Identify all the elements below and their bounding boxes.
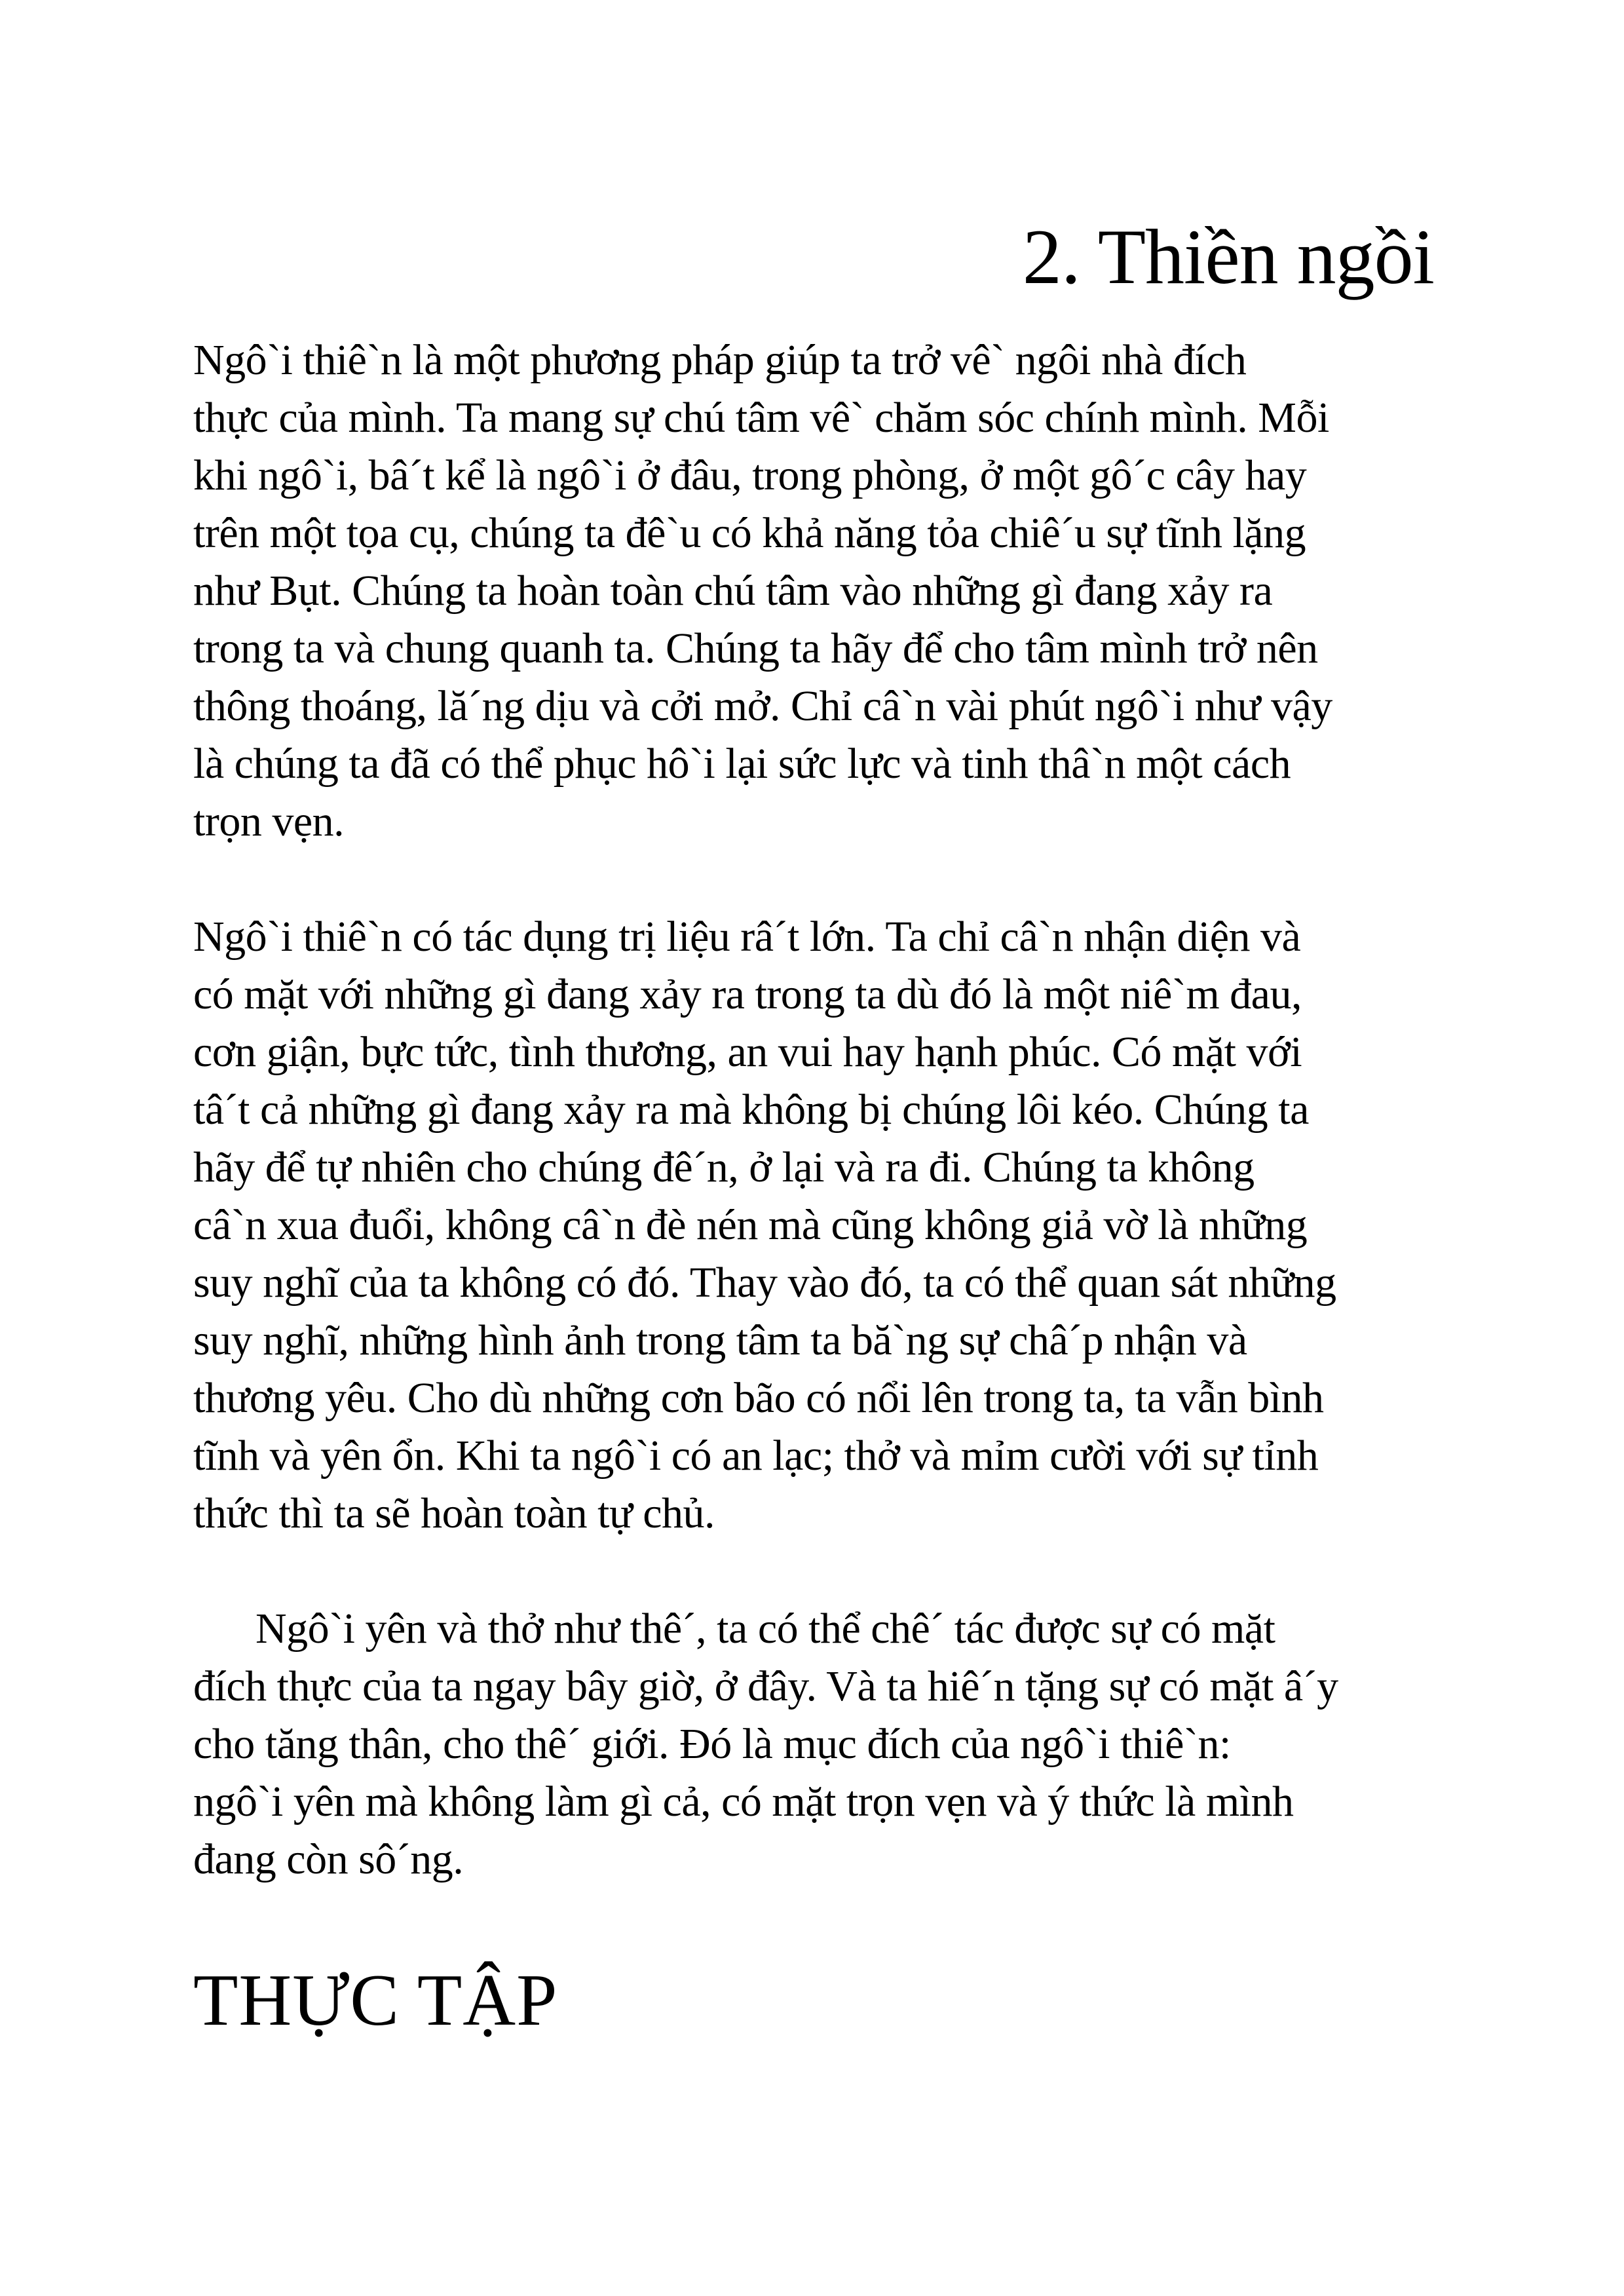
text-line: suy nghĩ của ta không có đó. Thay vào đó, ta có thể quan sát những <box>193 1259 1336 1307</box>
text-line: trọn vẹn. <box>193 797 345 845</box>
text-line: câ`n xua đuổi, không câ`n đè nén mà cũng không giả vờ là những <box>193 1201 1308 1249</box>
text-line: suy nghĩ, những hình ảnh trong tâm ta bă`ng sự châ´p nhận và <box>193 1316 1247 1364</box>
paragraph-1 <box>193 332 1434 851</box>
text-line: thực của mình. Ta mang sự chú tâm vê` chăm sóc chính mình. Mỗi <box>193 394 1329 442</box>
text-line: đang còn sô´ng. <box>193 1835 464 1883</box>
text-line: như Bụt. Chúng ta hoàn toàn chú tâm vào những gì đang xảy ra <box>193 567 1273 615</box>
text-line: khi ngô`i, bâ´t kể là ngô`i ở đâu, trong phòng, ở một gô´c cây hay <box>193 451 1307 499</box>
body-text <box>193 332 1434 1888</box>
text-line: trong ta và chung quanh ta. Chúng ta hãy để cho tâm mình trở nên <box>193 624 1318 672</box>
text-line: thông thoáng, lă´ng dịu và cởi mở. Chỉ câ`n vài phút ngô`i như vậy <box>193 682 1332 730</box>
paragraph-2 <box>193 908 1434 1542</box>
paragraph-3 <box>193 1600 1434 1888</box>
section-heading: THỰC TẬP <box>193 1960 558 2041</box>
text-line: hãy để tự nhiên cho chúng đê´n, ở lại và ra đi. Chúng ta không <box>193 1143 1255 1191</box>
text-line: cho tăng thân, cho thê´ giới. Đó là mục đích của ngô`i thiê`n: <box>193 1720 1231 1768</box>
text-line: tâ´t cả những gì đang xảy ra mà không bị chúng lôi kéo. Chúng ta <box>193 1086 1309 1134</box>
chapter-title: 2. Thiền ngồi <box>1022 213 1434 300</box>
text-line: Ngô`i yên và thở như thê´, ta có thể chê´ tác được sự có mặt <box>255 1605 1275 1653</box>
text-line: tĩnh và yên ổn. Khi ta ngô`i có an lạc; thở và mỉm cười với sự tỉnh <box>193 1432 1319 1480</box>
text-line: thức thì ta sẽ hoàn toàn tự chủ. <box>193 1489 715 1537</box>
text-line: đích thực của ta ngay bây giờ, ở đây. Và ta hiê´n tặng sự có mặt â´y <box>193 1662 1338 1710</box>
text-line: thương yêu. Cho dù những cơn bão có nổi lên trong ta, ta vẫn bình <box>193 1374 1324 1422</box>
text-line: Ngô`i thiê`n có tác dụng trị liệu râ´t lớn. Ta chỉ câ`n nhận diện và <box>193 913 1301 961</box>
text-line: ngô`i yên mà không làm gì cả, có mặt trọn vẹn và ý thức là mình <box>193 1778 1294 1826</box>
text-line: là chúng ta đã có thể phục hô`i lại sức lực và tinh thâ`n một cách <box>193 740 1291 788</box>
text-line: Ngô`i thiê`n là một phương pháp giúp ta trở vê` ngôi nhà đích <box>193 336 1247 384</box>
text-line: trên một tọa cụ, chúng ta đê`u có khả năng tỏa chiê´u sự tĩnh lặng <box>193 509 1306 557</box>
text-line: có mặt với những gì đang xảy ra trong ta dù đó là một niê`m đau, <box>193 970 1302 1018</box>
text-line: cơn giận, bực tức, tình thương, an vui hay hạnh phúc. Có mặt với <box>193 1028 1302 1076</box>
